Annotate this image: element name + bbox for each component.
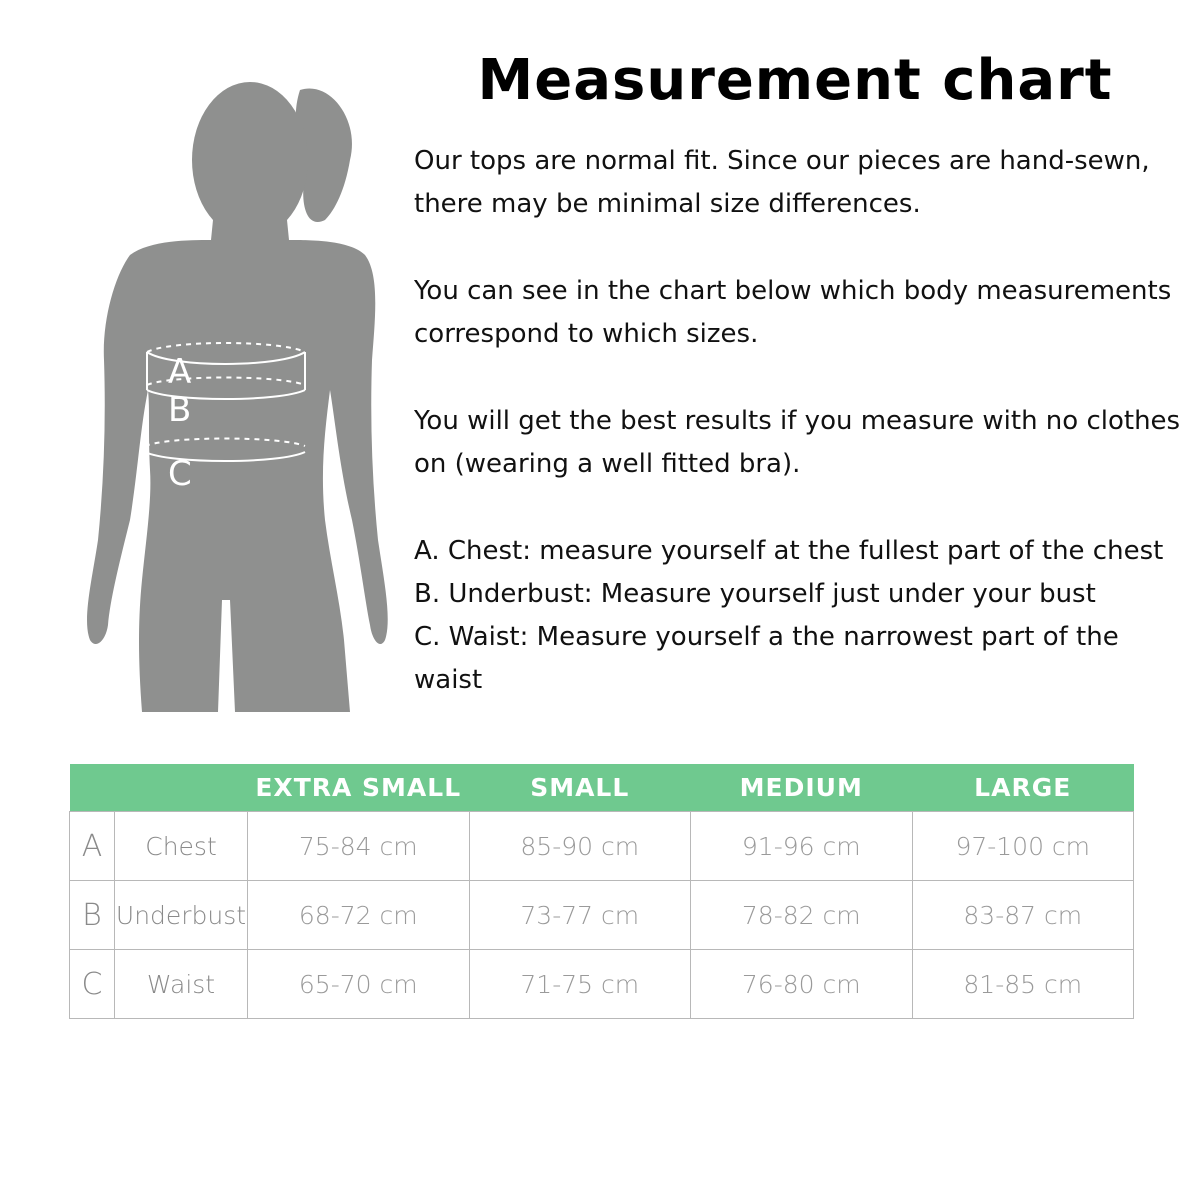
size-table <box>69 764 1134 1019</box>
header-blank <box>115 764 248 812</box>
figure-label-b: B <box>168 390 192 430</box>
row-letter: C <box>70 950 115 1019</box>
figure-label-a: A <box>168 352 192 392</box>
cell-value: 71-75 cm <box>469 950 691 1019</box>
page-title: Measurement chart <box>477 48 1113 113</box>
table-row <box>70 812 1134 881</box>
row-letter: B <box>70 881 115 950</box>
torso <box>87 240 388 712</box>
silhouette <box>87 82 388 712</box>
row-letter: A <box>70 812 115 881</box>
cell-value: 85-90 cm <box>469 812 691 881</box>
header-extra-small: EXTRA SMALL <box>248 764 470 812</box>
figure-label-c: C <box>168 454 192 494</box>
cell-value: 91-96 cm <box>691 812 913 881</box>
measurement-definitions <box>414 530 1194 702</box>
header-large: LARGE <box>912 764 1134 812</box>
cell-value: 68-72 cm <box>248 881 470 950</box>
definition-chest: A. Chest: measure yourself at the fullest part of the chest <box>414 536 1164 566</box>
cell-value: 83-87 cm <box>912 881 1134 950</box>
cell-value: 76-80 cm <box>691 950 913 1019</box>
table-row <box>70 950 1134 1019</box>
cell-value: 73-77 cm <box>469 881 691 950</box>
cell-value: 97-100 cm <box>912 812 1134 881</box>
row-name: Chest <box>115 812 248 881</box>
definition-underbust: B. Underbust: Measure yourself just under your bust <box>414 579 1096 609</box>
header-medium: MEDIUM <box>691 764 913 812</box>
cell-value: 75-84 cm <box>248 812 470 881</box>
header-small: SMALL <box>469 764 691 812</box>
row-name: Waist <box>115 950 248 1019</box>
header-blank <box>70 764 115 812</box>
cell-value: 81-85 cm <box>912 950 1134 1019</box>
row-name: Underbust <box>115 881 248 950</box>
table-row <box>70 881 1134 950</box>
size-table-header <box>70 764 1134 812</box>
cell-value: 65-70 cm <box>248 950 470 1019</box>
intro-text <box>414 140 1194 702</box>
cell-value: 78-82 cm <box>691 881 913 950</box>
intro-paragraph-fit: Our tops are normal fit. Since our pieces are hand-sewn, there may be minimal size differences. <box>414 146 1150 219</box>
body-silhouette-figure <box>40 60 420 720</box>
definition-waist: C. Waist: Measure yourself a the narrowest part of the waist <box>414 622 1119 695</box>
intro-paragraph-chart: You can see in the chart below which body measurements correspond to which sizes. <box>414 276 1172 349</box>
intro-paragraph-tips: You will get the best results if you measure with no clothes on (wearing a well fitted bra). <box>414 406 1181 479</box>
